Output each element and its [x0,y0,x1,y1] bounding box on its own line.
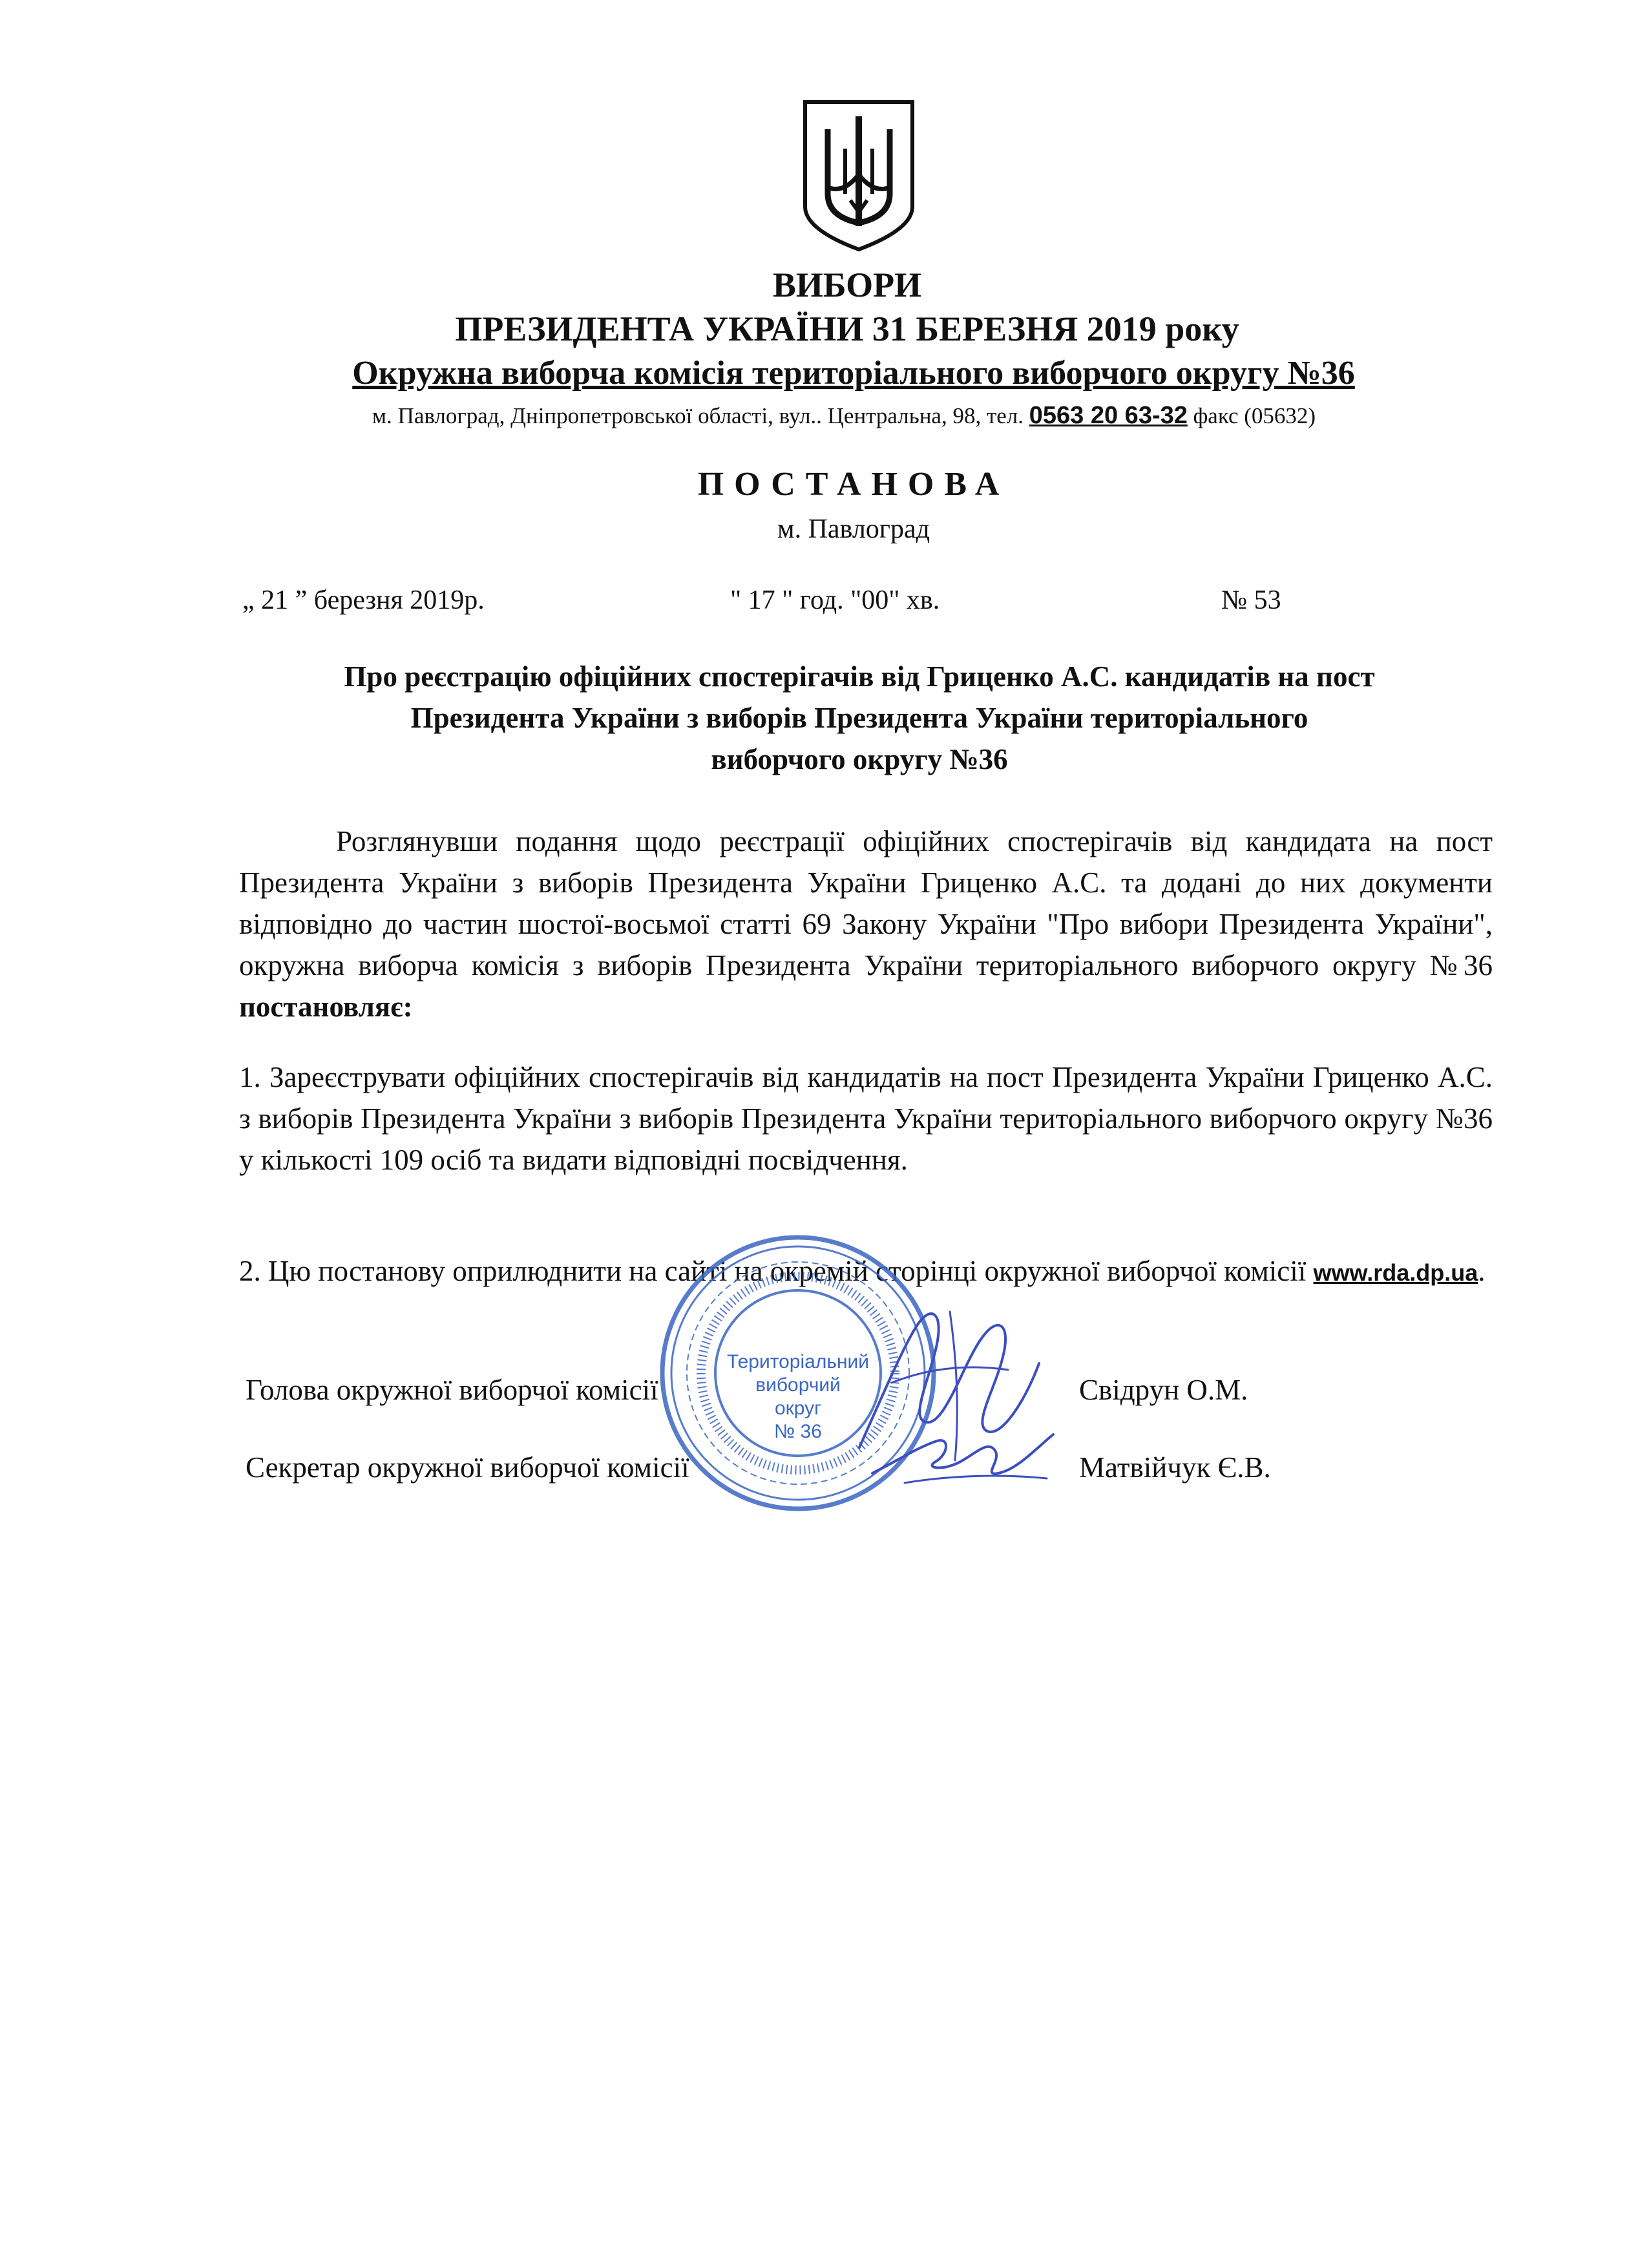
resolution-date: „ 21 ” березня 2019р. [242,585,485,615]
clause-1: 1. Зареєструвати офіційних спостерігачів від кандидатів на пост Президента України Гриценко А.С. з виборів Президента України з виборів Президента України територіального виборчого округу №36 у кількості 109 осіб та видати відповідні посвідчення. [239,1061,1493,1176]
chair-name: Свідрун О.М. [1079,1374,1248,1406]
resolution-number: № 53 [1221,585,1281,615]
coat-of-arms-icon [799,97,919,252]
resolves-word: постановляє: [239,991,413,1023]
elections-heading: ВИБОРИ [772,266,922,304]
stamp-line: Територіальний [726,1351,870,1372]
phone-number: 0563 20 63-32 [1029,402,1188,429]
clause-2-tail: . [1478,1255,1486,1287]
stamp-line: виборчий [755,1374,841,1396]
resolution-subject [220,656,1499,780]
stamp-line: № 36 [774,1421,822,1442]
address-text: м. Павлоград, Дніпропетровської області, вул.. Центральна, 98, тел. [372,403,1029,428]
secretary-role: Секретар окружної виборчої комісії [246,1451,689,1484]
stamp-line: округ [774,1398,822,1419]
secretary-name: Матвійчук Є.В. [1079,1451,1271,1484]
secretary-signature-icon [866,1422,1060,1493]
chair-role: Голова окружної виборчої комісії [246,1374,658,1406]
subject-line: виборчого округу №36 [711,743,1008,775]
resolution-city: м. Павлоград [777,514,930,544]
fax-text: факс (05632) [1187,403,1316,428]
resolution-time: " 17 " год. "00" хв. [730,585,940,615]
preamble-text: Розглянувши подання щодо реєстрації офіційних спостерігачів від кандидата на пост Президента України з виборів Президента України Гриценко А.С. та додані до них документи відповідно до частин шостої-восьмої статті 69 Закону України "Про вибори Президента України", окружна виборча комісія з виборів Президента України територіального виборчого округу №36 [239,825,1493,982]
subject-line: Президента України з виборів Президента України територіального [410,702,1308,734]
preamble-paragraph [239,821,1493,1027]
president-elections-heading: ПРЕЗИДЕНТА УКРАЇНИ 31 БЕРЕЗНЯ 2019 року [455,310,1239,348]
commission-address [0,402,1649,430]
commission-heading: Окружна виборча комісія територіального виборчого округу №36 [352,355,1355,392]
website-link[interactable]: www.rda.dp.ua [1313,1259,1478,1286]
clause-2-text: 2. Цю постанову оприлюднити на сайті на окремій сторінці окружної виборчої комісії [239,1255,1314,1287]
resolution-title: ПОСТАНОВА [697,466,1010,503]
subject-line: Про реєстрацію офіційних спостерігачів від Гриценко А.С. кандидатів на пост [344,660,1375,693]
